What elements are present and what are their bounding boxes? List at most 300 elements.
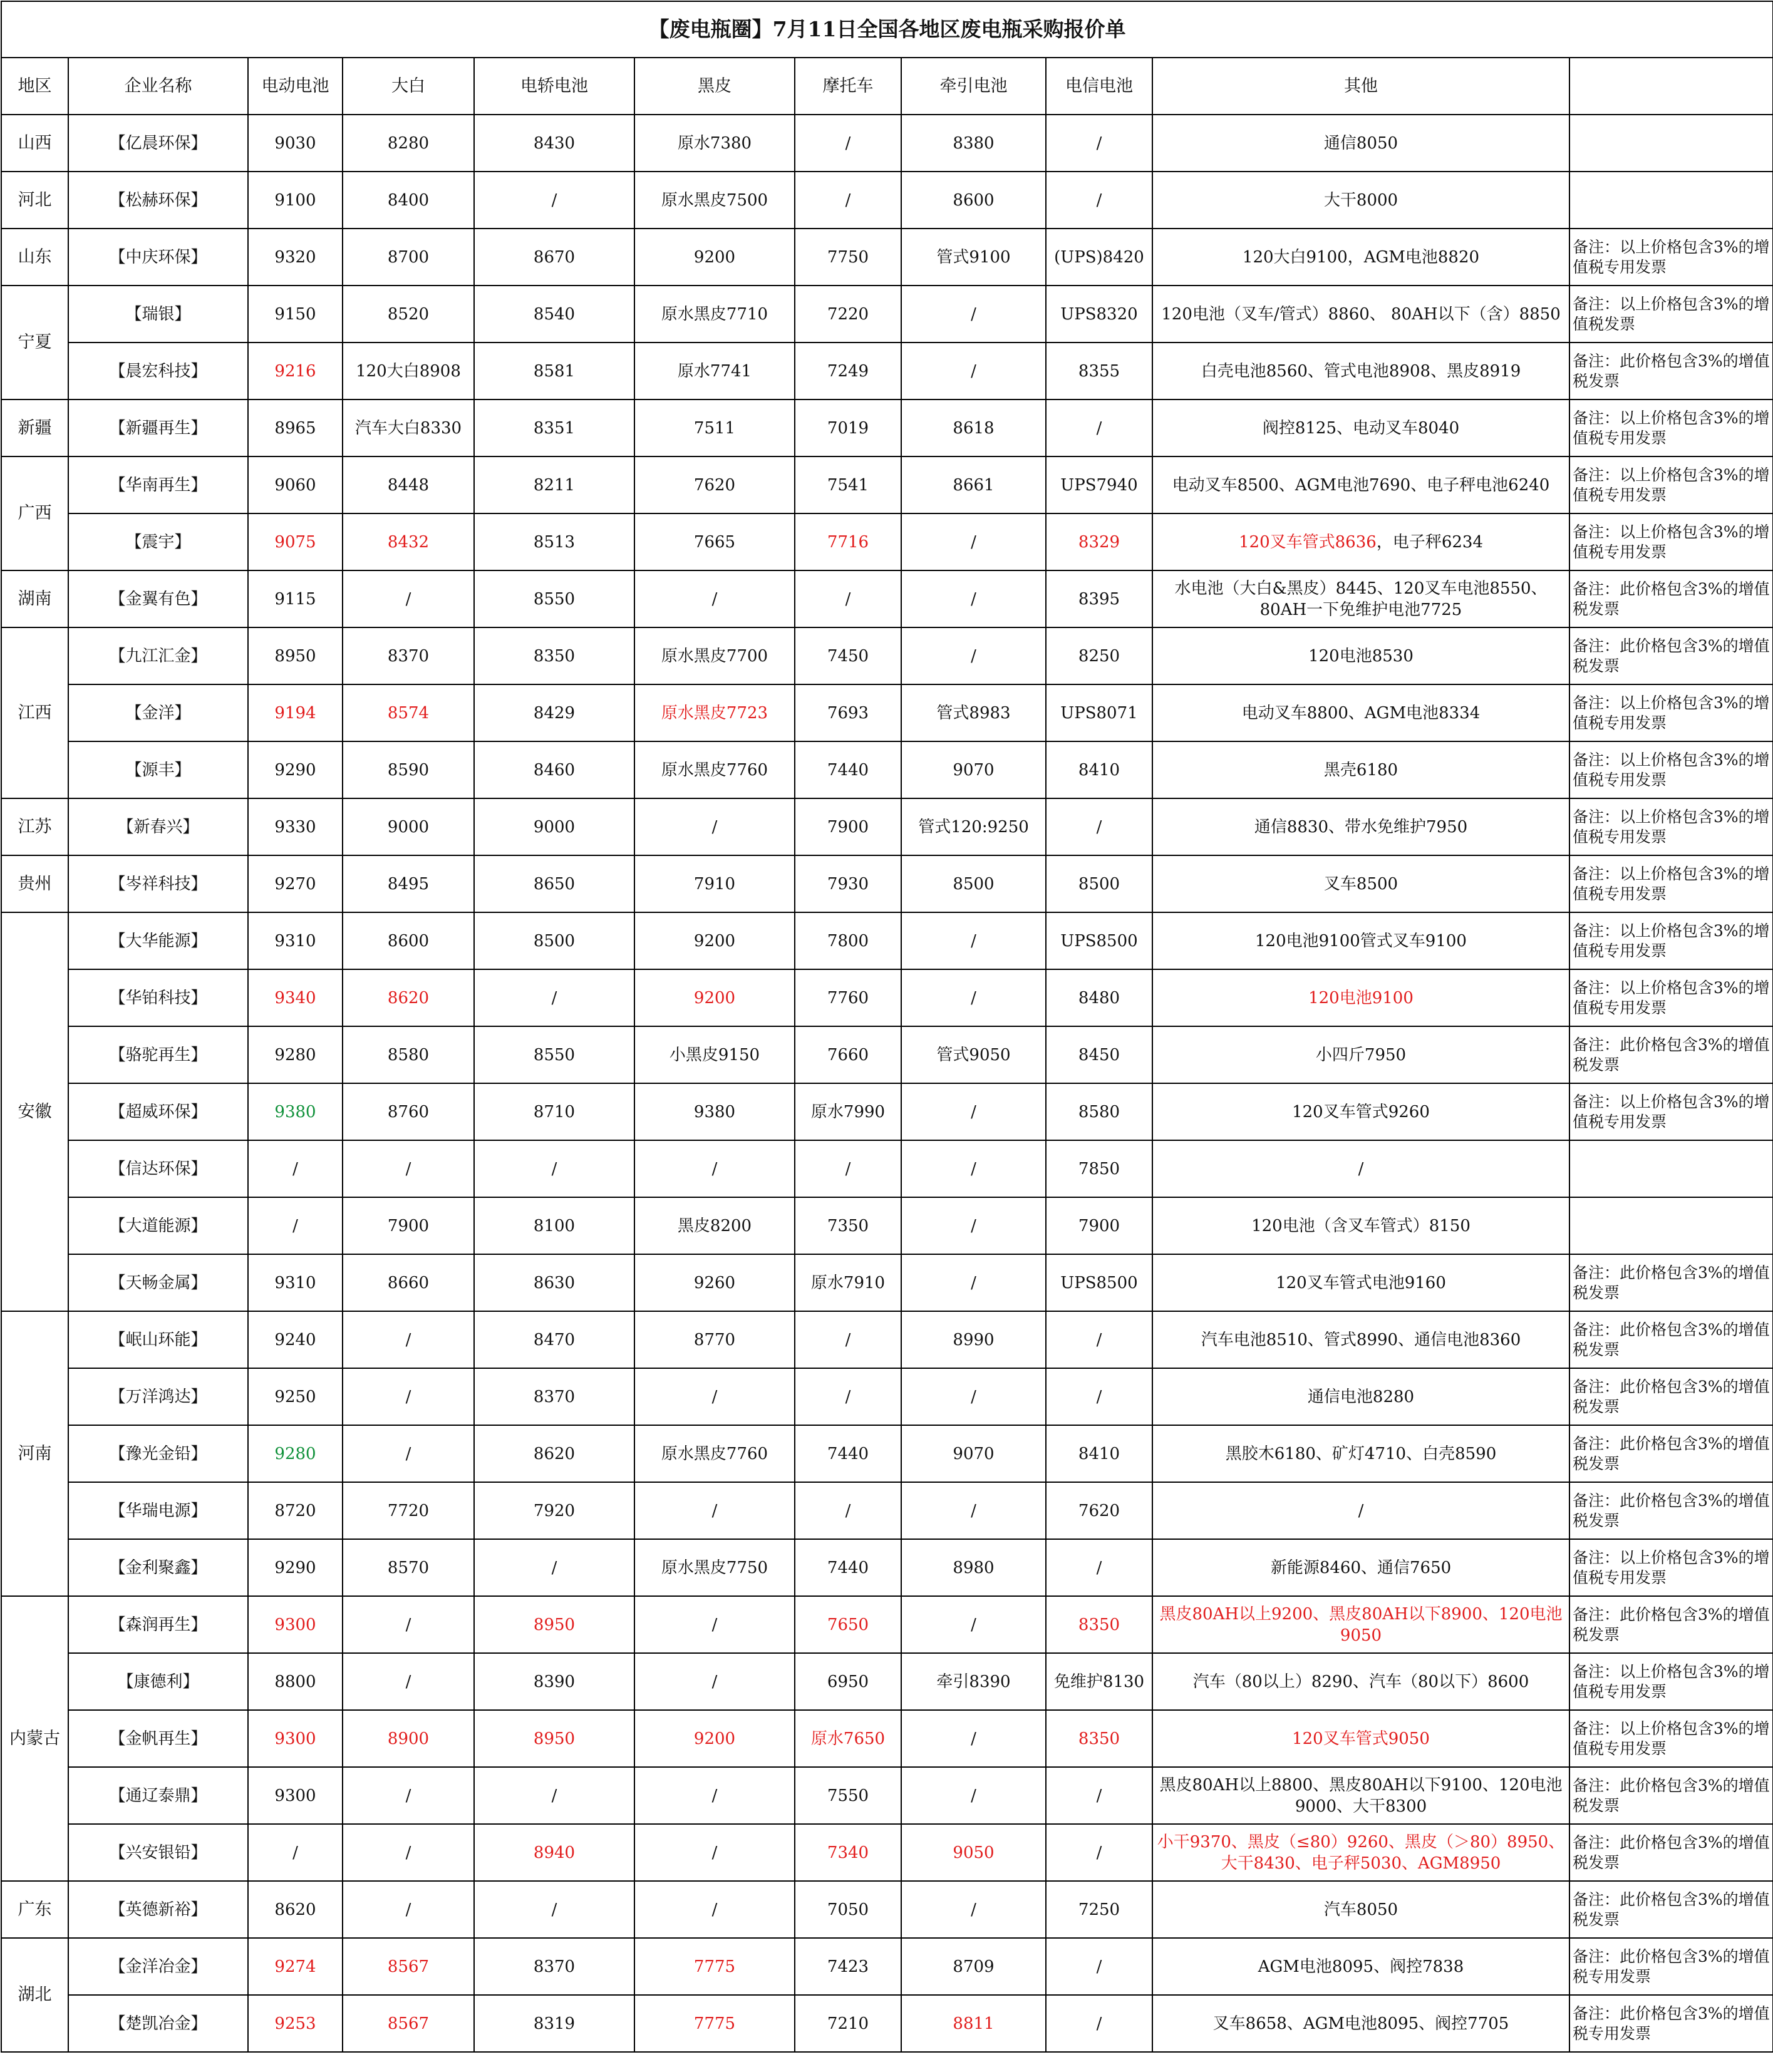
traction-cell: / [901,1197,1046,1254]
telecom-cell: 免维护8130 [1046,1653,1152,1710]
e-bike-cell: 9250 [248,1368,343,1425]
table-row [1,570,1773,627]
white-case-cell: / [343,1881,474,1938]
table-row [1,456,1773,513]
white-case-cell: 8370 [343,627,474,684]
motorcycle-cell: 7440 [795,1539,901,1596]
motorcycle-cell: 7760 [795,969,901,1026]
traction-cell: / [901,1596,1046,1653]
white-case-cell: 8520 [343,286,474,343]
company-cell: 【楚凯冶金】 [68,1995,248,2052]
region-cell: 宁夏 [1,286,68,399]
note-cell: 备注：此价格包含3%的增值税发票 [1569,1596,1773,1653]
company-cell: 【亿晨环保】 [68,115,248,172]
traction-cell: / [901,286,1046,343]
e-bike-cell: 9060 [248,456,343,513]
other-cell: 电动叉车8500、AGM电池7690、电子秤电池6240 [1152,456,1569,513]
motorcycle-cell: 7340 [795,1824,901,1881]
black-case-cell: / [634,1767,795,1824]
car-battery-cell: / [474,1767,634,1824]
company-cell: 【华瑞电源】 [68,1482,248,1539]
e-bike-cell: / [248,1197,343,1254]
telecom-cell: 8350 [1046,1596,1152,1653]
other-cell: / [1152,1140,1569,1197]
car-battery-cell: 8500 [474,912,634,969]
e-bike-cell: 9075 [248,513,343,570]
company-cell: 【金翼有色】 [68,570,248,627]
other-cell: 黑胶木6180、矿灯4710、白壳8590 [1152,1425,1569,1482]
motorcycle-cell: 7440 [795,741,901,798]
motorcycle-cell: 7660 [795,1026,901,1083]
table-row [1,286,1773,343]
table-row [1,1425,1773,1482]
table-row [1,798,1773,855]
white-case-cell: 120大白8908 [343,343,474,399]
telecom-cell: / [1046,399,1152,456]
note-cell: 备注：此价格包含3%的增值税专用发票 [1569,1995,1773,2052]
e-bike-cell: 9290 [248,1539,343,1596]
traction-cell: 牵引8390 [901,1653,1046,1710]
table-row [1,399,1773,456]
motorcycle-cell: 7350 [795,1197,901,1254]
car-battery-cell: 8513 [474,513,634,570]
region-cell: 贵州 [1,855,68,912]
company-cell: 【豫光金铅】 [68,1425,248,1482]
other-cell: 120叉车管式9260 [1152,1083,1569,1140]
motorcycle-cell: 7050 [795,1881,901,1938]
company-cell: 【大道能源】 [68,1197,248,1254]
traction-cell: 管式120:9250 [901,798,1046,855]
note-cell: 备注：此价格包含3%的增值税专用发票 [1569,1938,1773,1995]
other-cell: 阀控8125、电动叉车8040 [1152,399,1569,456]
note-cell: 备注：以上价格包含3%的增值税专用发票 [1569,229,1773,286]
other-cell: 黑皮80AH以上9200、黑皮80AH以下8900、120电池9050 [1152,1596,1569,1653]
header-traction-battery: 牵引电池 [901,58,1046,115]
traction-cell: 8980 [901,1539,1046,1596]
e-bike-cell: 9216 [248,343,343,399]
telecom-cell: / [1046,1368,1152,1425]
e-bike-cell: 9253 [248,1995,343,2052]
white-case-cell: 9000 [343,798,474,855]
car-battery-cell: 8351 [474,399,634,456]
white-case-cell: 8400 [343,172,474,229]
company-cell: 【岷山环能】 [68,1311,248,1368]
note-cell: 备注：以上价格包含3%的增值税专用发票 [1569,399,1773,456]
car-battery-cell: 8550 [474,570,634,627]
e-bike-cell: 9300 [248,1767,343,1824]
table-row [1,1083,1773,1140]
telecom-cell: 8350 [1046,1710,1152,1767]
white-case-cell: 8700 [343,229,474,286]
table-row [1,1596,1773,1653]
white-case-cell: / [343,1425,474,1482]
table-row [1,969,1773,1026]
table-row [1,1026,1773,1083]
region-cell: 广西 [1,456,68,570]
region-cell: 江西 [1,627,68,798]
other-cell: 120电池9100管式叉车9100 [1152,912,1569,969]
car-battery-cell: / [474,172,634,229]
traction-cell: 管式9100 [901,229,1046,286]
black-case-cell: 8770 [634,1311,795,1368]
traction-cell: 8618 [901,399,1046,456]
motorcycle-cell: 7750 [795,229,901,286]
region-cell: 内蒙古 [1,1596,68,1881]
note-cell: 备注：以上价格包含3%的增值税专用发票 [1569,1710,1773,1767]
white-case-cell: 8660 [343,1254,474,1311]
region-cell: 新疆 [1,399,68,456]
black-case-cell: 原水黑皮7760 [634,741,795,798]
telecom-cell: 8580 [1046,1083,1152,1140]
black-case-cell: 原水黑皮7723 [634,684,795,741]
black-case-cell: 原水黑皮7500 [634,172,795,229]
car-battery-cell: 8950 [474,1596,634,1653]
e-bike-cell: 9300 [248,1596,343,1653]
other-cell: 120叉车管式电池9160 [1152,1254,1569,1311]
note-cell: 备注：以上价格包含3%的增值税专用发票 [1569,1653,1773,1710]
table-row [1,1881,1773,1938]
e-bike-cell: 9340 [248,969,343,1026]
e-bike-cell: 9274 [248,1938,343,1995]
other-highlight-text: 120叉车管式8636 [1239,532,1377,552]
e-bike-cell: 9115 [248,570,343,627]
traction-cell: 9050 [901,1824,1046,1881]
other-cell: 汽车（80以上）8290、汽车（80以下）8600 [1152,1653,1569,1710]
header-white-case: 大白 [343,58,474,115]
telecom-cell: 8500 [1046,855,1152,912]
black-case-cell: 7620 [634,456,795,513]
table-row [1,855,1773,912]
motorcycle-cell: / [795,1311,901,1368]
e-bike-cell: 9300 [248,1710,343,1767]
table-row [1,1368,1773,1425]
company-cell: 【信达环保】 [68,1140,248,1197]
black-case-cell: / [634,1824,795,1881]
company-cell: 【松赫环保】 [68,172,248,229]
note-cell: 备注：此价格包含3%的增值税发票 [1569,570,1773,627]
e-bike-cell: 9100 [248,172,343,229]
white-case-cell: / [343,1824,474,1881]
car-battery-cell: 8940 [474,1824,634,1881]
traction-cell: 8990 [901,1311,1046,1368]
telecom-cell: 8355 [1046,343,1152,399]
e-bike-cell: / [248,1824,343,1881]
region-cell: 广东 [1,1881,68,1938]
note-cell: 备注：以上价格包含3%的增值税专用发票 [1569,684,1773,741]
car-battery-cell: 8650 [474,855,634,912]
motorcycle-cell: 7800 [795,912,901,969]
motorcycle-cell: 7550 [795,1767,901,1824]
traction-cell: / [901,1083,1046,1140]
white-case-cell: / [343,1311,474,1368]
company-cell: 【通辽泰鼎】 [68,1767,248,1824]
black-case-cell: / [634,1140,795,1197]
region-cell: 山西 [1,115,68,172]
telecom-cell: 8480 [1046,969,1152,1026]
black-case-cell: 原水7741 [634,343,795,399]
company-cell: 【晨宏科技】 [68,343,248,399]
e-bike-cell: 9270 [248,855,343,912]
region-cell: 河北 [1,172,68,229]
table-row [1,172,1773,229]
car-battery-cell: 8370 [474,1368,634,1425]
black-case-cell: 9200 [634,229,795,286]
table-row [1,1995,1773,2052]
other-cell: 120电池（叉车/管式）8860、 80AH以下（含）8850 [1152,286,1569,343]
white-case-cell: 8620 [343,969,474,1026]
car-battery-cell: 8470 [474,1311,634,1368]
table-row [1,741,1773,798]
car-battery-cell: 8950 [474,1710,634,1767]
table-row [1,1311,1773,1368]
white-case-cell: 8574 [343,684,474,741]
telecom-cell: UPS7940 [1046,456,1152,513]
other-cell: 白壳电池8560、管式电池8908、黑皮8919 [1152,343,1569,399]
header-notes [1569,58,1773,115]
e-bike-cell: 9290 [248,741,343,798]
table-row [1,1539,1773,1596]
note-cell: 备注：以上价格包含3%的增值税专用发票 [1569,456,1773,513]
table-row [1,115,1773,172]
table-row [1,1254,1773,1311]
telecom-cell: UPS8500 [1046,1254,1152,1311]
car-battery-cell: / [474,1140,634,1197]
traction-cell: / [901,1140,1046,1197]
motorcycle-cell: 7716 [795,513,901,570]
white-case-cell: 8580 [343,1026,474,1083]
car-battery-cell: / [474,969,634,1026]
company-cell: 【兴安银铅】 [68,1824,248,1881]
motorcycle-cell: / [795,115,901,172]
black-case-cell: 7775 [634,1938,795,1995]
motorcycle-cell: 7440 [795,1425,901,1482]
company-cell: 【瑞银】 [68,286,248,343]
company-cell: 【万洋鸿达】 [68,1368,248,1425]
company-cell: 【新春兴】 [68,798,248,855]
car-battery-cell: 8460 [474,741,634,798]
company-cell: 【大华能源】 [68,912,248,969]
other-cell: 水电池（大白&黑皮）8445、120叉车电池8550、80AH一下免维护电池7725 [1152,570,1569,627]
telecom-cell: UPS8500 [1046,912,1152,969]
table-row [1,912,1773,969]
motorcycle-cell: / [795,570,901,627]
telecom-cell: 8450 [1046,1026,1152,1083]
motorcycle-cell: 7450 [795,627,901,684]
e-bike-cell: 9280 [248,1026,343,1083]
other-cell: / [1152,1482,1569,1539]
white-case-cell: 7900 [343,1197,474,1254]
traction-cell: 管式8983 [901,684,1046,741]
other-cell [1152,513,1569,570]
company-cell: 【金洋冶金】 [68,1938,248,1995]
traction-cell: / [901,1710,1046,1767]
other-cell: 120叉车管式9050 [1152,1710,1569,1767]
white-case-cell: 8600 [343,912,474,969]
motorcycle-cell: 7210 [795,1995,901,2052]
motorcycle-cell: / [795,172,901,229]
car-battery-cell: 8370 [474,1938,634,1995]
note-cell: 备注：以上价格包含3%的增值税专用发票 [1569,912,1773,969]
telecom-cell: 7850 [1046,1140,1152,1197]
black-case-cell: 9380 [634,1083,795,1140]
white-case-cell: 8432 [343,513,474,570]
motorcycle-cell: 原水7910 [795,1254,901,1311]
telecom-cell: (UPS)8420 [1046,229,1152,286]
white-case-cell: 8900 [343,1710,474,1767]
car-battery-cell: 8390 [474,1653,634,1710]
other-cell: 通信电池8280 [1152,1368,1569,1425]
note-cell: 备注：此价格包含3%的增值税发票 [1569,1767,1773,1824]
white-case-cell: 8567 [343,1995,474,2052]
table-row [1,1710,1773,1767]
other-cell: AGM电池8095、阀控7838 [1152,1938,1569,1995]
note-cell: 备注：此价格包含3%的增值税发票 [1569,1425,1773,1482]
traction-cell: 8380 [901,115,1046,172]
black-case-cell: / [634,1881,795,1938]
telecom-cell: / [1046,1539,1152,1596]
e-bike-cell: 9240 [248,1311,343,1368]
traction-cell: 8661 [901,456,1046,513]
other-cell: 叉车8500 [1152,855,1569,912]
other-cell: 黑壳6180 [1152,741,1569,798]
other-cell: 120电池9100 [1152,969,1569,1026]
telecom-cell: / [1046,115,1152,172]
region-cell: 山东 [1,229,68,286]
telecom-cell: UPS8071 [1046,684,1152,741]
region-cell: 湖北 [1,1938,68,2052]
table-row [1,1140,1773,1197]
note-cell: 备注：此价格包含3%的增值税发票 [1569,1368,1773,1425]
telecom-cell: 7250 [1046,1881,1152,1938]
white-case-cell: 8448 [343,456,474,513]
other-cell: 新能源8460、通信7650 [1152,1539,1569,1596]
telecom-cell: 8410 [1046,741,1152,798]
note-cell [1569,1197,1773,1254]
black-case-cell: 原水黑皮7760 [634,1425,795,1482]
motorcycle-cell: 7541 [795,456,901,513]
company-cell: 【新疆再生】 [68,399,248,456]
car-battery-cell: 8429 [474,684,634,741]
car-battery-cell: / [474,1539,634,1596]
car-battery-cell: 8540 [474,286,634,343]
black-case-cell: / [634,570,795,627]
black-case-cell: 黑皮8200 [634,1197,795,1254]
company-cell: 【康德利】 [68,1653,248,1710]
traction-cell: 8600 [901,172,1046,229]
other-cell: 120大白9100，AGM电池8820 [1152,229,1569,286]
traction-cell: 管式9050 [901,1026,1046,1083]
white-case-cell: / [343,1653,474,1710]
note-cell: 备注：此价格包含3%的增值税发票 [1569,1026,1773,1083]
company-cell: 【华铂科技】 [68,969,248,1026]
note-cell: 备注：以上价格包含3%的增值税专用发票 [1569,969,1773,1026]
car-battery-cell: 7920 [474,1482,634,1539]
telecom-cell: / [1046,1767,1152,1824]
note-cell: 备注：以上价格包含3%的增值税专用发票 [1569,855,1773,912]
car-battery-cell: 8620 [474,1425,634,1482]
black-case-cell: 原水黑皮7700 [634,627,795,684]
company-cell: 【中庆环保】 [68,229,248,286]
table-row [1,1197,1773,1254]
black-case-cell: 原水7380 [634,115,795,172]
motorcycle-cell: 7650 [795,1596,901,1653]
white-case-cell: / [343,1767,474,1824]
telecom-cell: / [1046,1824,1152,1881]
e-bike-cell: 9310 [248,912,343,969]
white-case-cell: 8280 [343,115,474,172]
header-region: 地区 [1,58,68,115]
other-cell: 通信8830、带水免维护7950 [1152,798,1569,855]
company-cell: 【超威环保】 [68,1083,248,1140]
note-cell: 备注：以上价格包含3%的增值税发票 [1569,286,1773,343]
white-case-cell: / [343,1368,474,1425]
car-battery-cell: 8550 [474,1026,634,1083]
car-battery-cell: 9000 [474,798,634,855]
telecom-cell: 8250 [1046,627,1152,684]
motorcycle-cell: 7019 [795,399,901,456]
header-company: 企业名称 [68,58,248,115]
traction-cell: / [901,1767,1046,1824]
black-case-cell: 原水黑皮7750 [634,1539,795,1596]
car-battery-cell: / [474,1881,634,1938]
header-e-bike-battery: 电动电池 [248,58,343,115]
other-cell: 小干9370、黑皮（≤80）9260、黑皮（＞80）8950、大干8430、电子秤5030、AGM8950 [1152,1824,1569,1881]
table-row [1,1767,1773,1824]
header-car-battery: 电轿电池 [474,58,634,115]
traction-cell: / [901,1254,1046,1311]
motorcycle-cell: 7930 [795,855,901,912]
other-cell: 通信8050 [1152,115,1569,172]
car-battery-cell: 8100 [474,1197,634,1254]
e-bike-cell: 8950 [248,627,343,684]
motorcycle-cell: / [795,1140,901,1197]
note-cell: 备注：此价格包含3%的增值税发票 [1569,627,1773,684]
other-plain-text: ，电子秤6234 [1376,532,1483,552]
black-case-cell: / [634,1653,795,1710]
table-row [1,229,1773,286]
other-cell: 汽车电池8510、管式8990、通信电池8360 [1152,1311,1569,1368]
table-row [1,1938,1773,1995]
traction-cell: 9070 [901,741,1046,798]
white-case-cell: 8570 [343,1539,474,1596]
telecom-cell: / [1046,798,1152,855]
black-case-cell: / [634,798,795,855]
other-cell: 叉车8658、AGM电池8095、阀控7705 [1152,1995,1569,2052]
other-cell: 电动叉车8800、AGM电池8334 [1152,684,1569,741]
car-battery-cell: 8211 [474,456,634,513]
motorcycle-cell: / [795,1482,901,1539]
company-cell: 【九江汇金】 [68,627,248,684]
car-battery-cell: 8430 [474,115,634,172]
company-cell: 【震宇】 [68,513,248,570]
company-cell: 【英德新裕】 [68,1881,248,1938]
car-battery-cell: 8710 [474,1083,634,1140]
other-cell: 120电池（含叉车管式）8150 [1152,1197,1569,1254]
telecom-cell: UPS8320 [1046,286,1152,343]
company-cell: 【岑祥科技】 [68,855,248,912]
telecom-cell: 8395 [1046,570,1152,627]
telecom-cell: / [1046,172,1152,229]
white-case-cell: 8567 [343,1938,474,1995]
motorcycle-cell: 7249 [795,343,901,399]
black-case-cell: 小黑皮9150 [634,1026,795,1083]
note-cell: 备注：以上价格包含3%的增值税专用发票 [1569,798,1773,855]
traction-cell: / [901,912,1046,969]
note-cell [1569,1140,1773,1197]
motorcycle-cell: 7423 [795,1938,901,1995]
traction-cell: 8500 [901,855,1046,912]
black-case-cell: / [634,1482,795,1539]
